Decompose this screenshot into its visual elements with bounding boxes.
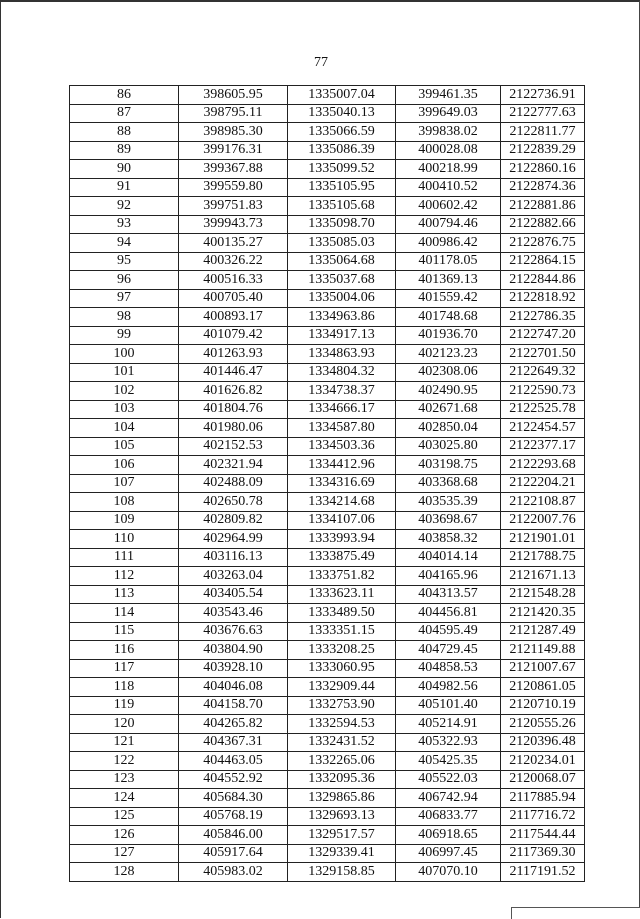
point-number-cell: 115 — [70, 622, 179, 641]
y1-cell: 1335007.04 — [288, 86, 396, 105]
y2-cell: 2122454.57 — [501, 419, 585, 438]
y2-cell: 2121548.28 — [501, 585, 585, 604]
table-row — [70, 326, 585, 345]
table-row — [70, 530, 585, 549]
table-row — [70, 400, 585, 419]
y2-cell: 2122839.29 — [501, 141, 585, 160]
point-number-cell: 116 — [70, 641, 179, 660]
x2-cell: 399838.02 — [396, 123, 501, 142]
point-number-cell: 108 — [70, 493, 179, 512]
table-row — [70, 437, 585, 456]
y1-cell: 1334963.86 — [288, 308, 396, 327]
table-row — [70, 696, 585, 715]
x2-cell: 402850.04 — [396, 419, 501, 438]
x2-cell: 405101.40 — [396, 696, 501, 715]
x2-cell: 402308.06 — [396, 363, 501, 382]
y1-cell: 1334316.69 — [288, 474, 396, 493]
table-row — [70, 567, 585, 586]
x2-cell: 405322.93 — [396, 733, 501, 752]
point-number-cell: 104 — [70, 419, 179, 438]
x1-cell: 405846.00 — [179, 826, 288, 845]
x1-cell: 402152.53 — [179, 437, 288, 456]
y2-cell: 2122204.21 — [501, 474, 585, 493]
y2-cell: 2122786.35 — [501, 308, 585, 327]
table-row — [70, 770, 585, 789]
y2-cell: 2120234.01 — [501, 752, 585, 771]
x1-cell: 403263.04 — [179, 567, 288, 586]
table-row — [70, 271, 585, 290]
point-number-cell: 91 — [70, 178, 179, 197]
y2-cell: 2121788.75 — [501, 548, 585, 567]
y1-cell: 1332265.06 — [288, 752, 396, 771]
y1-cell: 1335037.68 — [288, 271, 396, 290]
x1-cell: 399751.83 — [179, 197, 288, 216]
point-number-cell: 124 — [70, 789, 179, 808]
table-row — [70, 160, 585, 179]
x1-cell: 404046.08 — [179, 678, 288, 697]
page-corner-mark — [511, 907, 640, 919]
point-number-cell: 89 — [70, 141, 179, 160]
point-number-cell: 128 — [70, 863, 179, 882]
x2-cell: 400218.99 — [396, 160, 501, 179]
point-number-cell: 93 — [70, 215, 179, 234]
y2-cell: 2122007.76 — [501, 511, 585, 530]
point-number-cell: 96 — [70, 271, 179, 290]
table-row — [70, 141, 585, 160]
y2-cell: 2121287.49 — [501, 622, 585, 641]
y1-cell: 1334738.37 — [288, 382, 396, 401]
x2-cell: 404982.56 — [396, 678, 501, 697]
y2-cell: 2117191.52 — [501, 863, 585, 882]
y1-cell: 1333060.95 — [288, 659, 396, 678]
x1-cell: 403928.10 — [179, 659, 288, 678]
x1-cell: 398605.95 — [179, 86, 288, 105]
table-row — [70, 733, 585, 752]
table-row — [70, 585, 585, 604]
x2-cell: 405425.35 — [396, 752, 501, 771]
y2-cell: 2117716.72 — [501, 807, 585, 826]
x2-cell: 400986.42 — [396, 234, 501, 253]
y2-cell: 2121149.88 — [501, 641, 585, 660]
table-row — [70, 715, 585, 734]
x1-cell: 402964.99 — [179, 530, 288, 549]
y2-cell: 2121671.13 — [501, 567, 585, 586]
x1-cell: 403543.46 — [179, 604, 288, 623]
table-row — [70, 234, 585, 253]
y1-cell: 1335064.68 — [288, 252, 396, 271]
point-number-cell: 94 — [70, 234, 179, 253]
y1-cell: 1335085.03 — [288, 234, 396, 253]
x2-cell: 400794.46 — [396, 215, 501, 234]
y1-cell: 1334917.13 — [288, 326, 396, 345]
x1-cell: 404265.82 — [179, 715, 288, 734]
point-number-cell: 110 — [70, 530, 179, 549]
table-row — [70, 123, 585, 142]
x2-cell: 406997.45 — [396, 844, 501, 863]
x1-cell: 402650.78 — [179, 493, 288, 512]
point-number-cell: 112 — [70, 567, 179, 586]
x1-cell: 403405.54 — [179, 585, 288, 604]
x2-cell: 406742.94 — [396, 789, 501, 808]
table-row — [70, 178, 585, 197]
x1-cell: 404367.31 — [179, 733, 288, 752]
x1-cell: 400135.27 — [179, 234, 288, 253]
y2-cell: 2122881.86 — [501, 197, 585, 216]
y1-cell: 1334587.80 — [288, 419, 396, 438]
x1-cell: 405917.64 — [179, 844, 288, 863]
point-number-cell: 95 — [70, 252, 179, 271]
y2-cell: 2122525.78 — [501, 400, 585, 419]
y2-cell: 2121007.67 — [501, 659, 585, 678]
x1-cell: 401263.93 — [179, 345, 288, 364]
y2-cell: 2117369.30 — [501, 844, 585, 863]
y2-cell: 2122701.50 — [501, 345, 585, 364]
x2-cell: 405522.03 — [396, 770, 501, 789]
y1-cell: 1332431.52 — [288, 733, 396, 752]
x2-cell: 401369.13 — [396, 271, 501, 290]
table-row — [70, 789, 585, 808]
y1-cell: 1332909.44 — [288, 678, 396, 697]
x1-cell: 399176.31 — [179, 141, 288, 160]
page-number: 77 — [314, 55, 328, 70]
x2-cell: 404456.81 — [396, 604, 501, 623]
y2-cell: 2122293.68 — [501, 456, 585, 475]
x2-cell: 405214.91 — [396, 715, 501, 734]
y1-cell: 1334107.06 — [288, 511, 396, 530]
x1-cell: 399559.80 — [179, 178, 288, 197]
x2-cell: 404014.14 — [396, 548, 501, 567]
point-number-cell: 119 — [70, 696, 179, 715]
x2-cell: 400602.42 — [396, 197, 501, 216]
table-row — [70, 215, 585, 234]
table-row — [70, 382, 585, 401]
y1-cell: 1335040.13 — [288, 104, 396, 123]
table-row — [70, 474, 585, 493]
table-row — [70, 622, 585, 641]
point-number-cell: 86 — [70, 86, 179, 105]
y1-cell: 1333623.11 — [288, 585, 396, 604]
x2-cell: 403535.39 — [396, 493, 501, 512]
x2-cell: 402123.23 — [396, 345, 501, 364]
x1-cell: 401079.42 — [179, 326, 288, 345]
x1-cell: 403676.63 — [179, 622, 288, 641]
y1-cell: 1333993.94 — [288, 530, 396, 549]
point-number-cell: 106 — [70, 456, 179, 475]
point-number-cell: 99 — [70, 326, 179, 345]
y2-cell: 2122108.87 — [501, 493, 585, 512]
y1-cell: 1332095.36 — [288, 770, 396, 789]
coordinates-table — [69, 85, 585, 882]
x1-cell: 399943.73 — [179, 215, 288, 234]
x1-cell: 402488.09 — [179, 474, 288, 493]
y1-cell: 1334666.17 — [288, 400, 396, 419]
y1-cell: 1333751.82 — [288, 567, 396, 586]
x2-cell: 399461.35 — [396, 86, 501, 105]
x2-cell: 403198.75 — [396, 456, 501, 475]
point-number-cell: 117 — [70, 659, 179, 678]
y1-cell: 1335086.39 — [288, 141, 396, 160]
y2-cell: 2120861.05 — [501, 678, 585, 697]
x1-cell: 403116.13 — [179, 548, 288, 567]
x2-cell: 403858.32 — [396, 530, 501, 549]
y1-cell: 1335004.06 — [288, 289, 396, 308]
y1-cell: 1333875.49 — [288, 548, 396, 567]
table-row — [70, 678, 585, 697]
y2-cell: 2122860.16 — [501, 160, 585, 179]
y2-cell: 2120555.26 — [501, 715, 585, 734]
y2-cell: 2122818.92 — [501, 289, 585, 308]
x2-cell: 403698.67 — [396, 511, 501, 530]
table-row — [70, 659, 585, 678]
x1-cell: 404158.70 — [179, 696, 288, 715]
point-number-cell: 126 — [70, 826, 179, 845]
x2-cell: 400028.08 — [396, 141, 501, 160]
y1-cell: 1333489.50 — [288, 604, 396, 623]
y1-cell: 1329158.85 — [288, 863, 396, 882]
page-top-edge — [1, 1, 640, 2]
x1-cell: 398795.11 — [179, 104, 288, 123]
y2-cell: 2122377.17 — [501, 437, 585, 456]
y1-cell: 1335099.52 — [288, 160, 396, 179]
y1-cell: 1335098.70 — [288, 215, 396, 234]
point-number-cell: 123 — [70, 770, 179, 789]
point-number-cell: 105 — [70, 437, 179, 456]
point-number-cell: 103 — [70, 400, 179, 419]
y2-cell: 2117885.94 — [501, 789, 585, 808]
y2-cell: 2122777.63 — [501, 104, 585, 123]
y2-cell: 2122844.86 — [501, 271, 585, 290]
point-number-cell: 87 — [70, 104, 179, 123]
y1-cell: 1335105.95 — [288, 178, 396, 197]
y1-cell: 1335066.59 — [288, 123, 396, 142]
x2-cell: 407070.10 — [396, 863, 501, 882]
y2-cell: 2122649.32 — [501, 363, 585, 382]
x1-cell: 403804.90 — [179, 641, 288, 660]
point-number-cell: 92 — [70, 197, 179, 216]
x1-cell: 405768.19 — [179, 807, 288, 826]
table-row — [70, 604, 585, 623]
point-number-cell: 109 — [70, 511, 179, 530]
x2-cell: 404729.45 — [396, 641, 501, 660]
x1-cell: 401626.82 — [179, 382, 288, 401]
x2-cell: 402490.95 — [396, 382, 501, 401]
x2-cell: 406833.77 — [396, 807, 501, 826]
y1-cell: 1334804.32 — [288, 363, 396, 382]
table-row — [70, 863, 585, 882]
x1-cell: 405684.30 — [179, 789, 288, 808]
x2-cell: 403368.68 — [396, 474, 501, 493]
table-row — [70, 844, 585, 863]
x2-cell: 406918.65 — [396, 826, 501, 845]
x1-cell: 401980.06 — [179, 419, 288, 438]
table-row — [70, 308, 585, 327]
point-number-cell: 107 — [70, 474, 179, 493]
table-row — [70, 104, 585, 123]
table-row — [70, 826, 585, 845]
x1-cell: 400326.22 — [179, 252, 288, 271]
x2-cell: 401178.05 — [396, 252, 501, 271]
point-number-cell: 114 — [70, 604, 179, 623]
table-row — [70, 752, 585, 771]
y2-cell: 2120068.07 — [501, 770, 585, 789]
point-number-cell: 100 — [70, 345, 179, 364]
point-number-cell: 102 — [70, 382, 179, 401]
y2-cell: 2121420.35 — [501, 604, 585, 623]
point-number-cell: 122 — [70, 752, 179, 771]
y1-cell: 1334214.68 — [288, 493, 396, 512]
point-number-cell: 98 — [70, 308, 179, 327]
y2-cell: 2121901.01 — [501, 530, 585, 549]
x2-cell: 401748.68 — [396, 308, 501, 327]
x2-cell: 404595.49 — [396, 622, 501, 641]
y2-cell: 2122876.75 — [501, 234, 585, 253]
x1-cell: 402809.82 — [179, 511, 288, 530]
table-row — [70, 807, 585, 826]
y1-cell: 1334863.93 — [288, 345, 396, 364]
y1-cell: 1329693.13 — [288, 807, 396, 826]
point-number-cell: 113 — [70, 585, 179, 604]
x2-cell: 401559.42 — [396, 289, 501, 308]
table-row — [70, 456, 585, 475]
y2-cell: 2120710.19 — [501, 696, 585, 715]
point-number-cell: 88 — [70, 123, 179, 142]
y2-cell: 2122882.66 — [501, 215, 585, 234]
point-number-cell: 101 — [70, 363, 179, 382]
x1-cell: 400893.17 — [179, 308, 288, 327]
y1-cell: 1335105.68 — [288, 197, 396, 216]
x2-cell: 403025.80 — [396, 437, 501, 456]
point-number-cell: 127 — [70, 844, 179, 863]
y1-cell: 1329339.41 — [288, 844, 396, 863]
x1-cell: 399367.88 — [179, 160, 288, 179]
table-row — [70, 86, 585, 105]
x1-cell: 404552.92 — [179, 770, 288, 789]
table-row — [70, 289, 585, 308]
x1-cell: 398985.30 — [179, 123, 288, 142]
x2-cell: 404165.96 — [396, 567, 501, 586]
point-number-cell: 121 — [70, 733, 179, 752]
point-number-cell: 125 — [70, 807, 179, 826]
x1-cell: 401804.76 — [179, 400, 288, 419]
y1-cell: 1333208.25 — [288, 641, 396, 660]
x1-cell: 400516.33 — [179, 271, 288, 290]
table-row — [70, 252, 585, 271]
y1-cell: 1333351.15 — [288, 622, 396, 641]
y2-cell: 2122811.77 — [501, 123, 585, 142]
y1-cell: 1329865.86 — [288, 789, 396, 808]
y2-cell: 2122874.36 — [501, 178, 585, 197]
point-number-cell: 118 — [70, 678, 179, 697]
table-row — [70, 345, 585, 364]
coordinates-table-body — [70, 86, 585, 882]
x1-cell: 400705.40 — [179, 289, 288, 308]
x2-cell: 399649.03 — [396, 104, 501, 123]
x1-cell: 401446.47 — [179, 363, 288, 382]
table-row — [70, 641, 585, 660]
point-number-cell: 97 — [70, 289, 179, 308]
y1-cell: 1332594.53 — [288, 715, 396, 734]
y1-cell: 1334412.96 — [288, 456, 396, 475]
y1-cell: 1332753.90 — [288, 696, 396, 715]
x2-cell: 402671.68 — [396, 400, 501, 419]
table-row — [70, 419, 585, 438]
y2-cell: 2122864.15 — [501, 252, 585, 271]
point-number-cell: 90 — [70, 160, 179, 179]
y2-cell: 2122736.91 — [501, 86, 585, 105]
y2-cell: 2122747.20 — [501, 326, 585, 345]
table-row — [70, 197, 585, 216]
table-row — [70, 493, 585, 512]
y2-cell: 2117544.44 — [501, 826, 585, 845]
y2-cell: 2120396.48 — [501, 733, 585, 752]
table-row — [70, 511, 585, 530]
x2-cell: 404313.57 — [396, 585, 501, 604]
x1-cell: 402321.94 — [179, 456, 288, 475]
y1-cell: 1329517.57 — [288, 826, 396, 845]
x2-cell: 404858.53 — [396, 659, 501, 678]
x1-cell: 405983.02 — [179, 863, 288, 882]
point-number-cell: 120 — [70, 715, 179, 734]
x2-cell: 400410.52 — [396, 178, 501, 197]
x1-cell: 404463.05 — [179, 752, 288, 771]
table-row — [70, 548, 585, 567]
table-row — [70, 363, 585, 382]
x2-cell: 401936.70 — [396, 326, 501, 345]
point-number-cell: 111 — [70, 548, 179, 567]
y1-cell: 1334503.36 — [288, 437, 396, 456]
y2-cell: 2122590.73 — [501, 382, 585, 401]
